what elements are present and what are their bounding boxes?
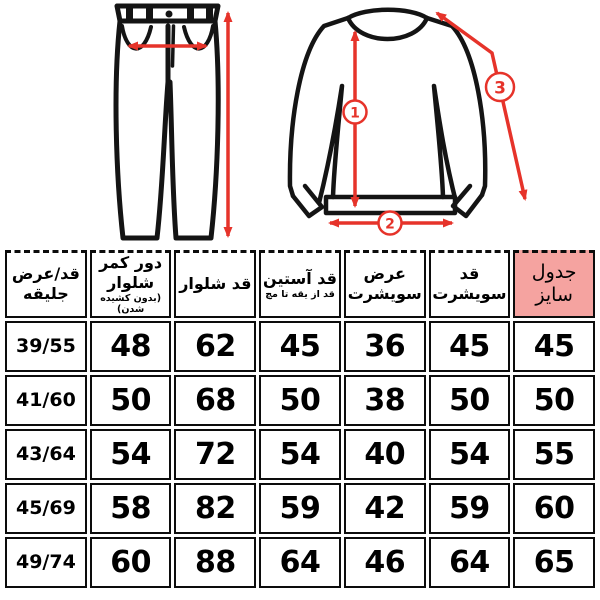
value-cell: 45 bbox=[429, 321, 511, 372]
column-header-size-label: جدول سایز bbox=[531, 260, 577, 307]
column-header-size bbox=[513, 250, 595, 318]
column-header-pants-waist bbox=[90, 250, 172, 318]
value-cell: 82 bbox=[174, 483, 256, 534]
marker-2-label: 2 bbox=[385, 216, 395, 233]
value-cell: 40 bbox=[344, 429, 426, 480]
size-cell: 55 bbox=[513, 429, 595, 480]
value-cell: 54 bbox=[259, 429, 341, 480]
value-cell: 38 bbox=[344, 375, 426, 426]
value-cell: 64 bbox=[429, 537, 511, 588]
column-header-subtext: قد از یقه تا مچ bbox=[265, 288, 335, 300]
column-header-vest bbox=[5, 250, 87, 318]
value-cell: 62 bbox=[174, 321, 256, 372]
column-header-label: قد سویشرت bbox=[432, 264, 507, 304]
value-cell: 50 bbox=[90, 375, 172, 426]
column-header-label: دور کمر شلوار bbox=[99, 253, 163, 292]
vest-cell: 41/60 bbox=[5, 375, 87, 426]
vest-cell: 45/69 bbox=[5, 483, 87, 534]
size-cell: 65 bbox=[513, 537, 595, 588]
size-cell: 60 bbox=[513, 483, 595, 534]
value-cell: 45 bbox=[259, 321, 341, 372]
table-row bbox=[5, 321, 595, 372]
measure-markers bbox=[344, 73, 515, 235]
table-row bbox=[5, 537, 595, 588]
column-header-label: عرض سویشرت bbox=[347, 264, 422, 304]
table-row bbox=[5, 375, 595, 426]
vest-cell: 43/64 bbox=[5, 429, 87, 480]
value-cell: 88 bbox=[174, 537, 256, 588]
value-cell: 42 bbox=[344, 483, 426, 534]
value-cell: 59 bbox=[429, 483, 511, 534]
value-cell: 54 bbox=[90, 429, 172, 480]
vest-cell: 49/74 bbox=[5, 537, 87, 588]
garment-diagram-svg bbox=[0, 0, 600, 247]
marker-1-label: 1 bbox=[350, 105, 360, 122]
value-cell: 64 bbox=[259, 537, 341, 588]
size-cell: 45 bbox=[513, 321, 595, 372]
value-cell: 59 bbox=[259, 483, 341, 534]
value-cell: 46 bbox=[344, 537, 426, 588]
column-header-sleeve-length bbox=[259, 250, 341, 318]
value-cell: 58 bbox=[90, 483, 172, 534]
value-cell: 48 bbox=[90, 321, 172, 372]
column-header-label: قد/عرض جلیقه bbox=[11, 264, 80, 304]
table-row bbox=[5, 483, 595, 534]
value-cell: 72 bbox=[174, 429, 256, 480]
size-guide-diagram bbox=[0, 0, 600, 247]
sweatshirt-outline-icon bbox=[290, 10, 485, 216]
pants-outline-icon bbox=[116, 6, 218, 238]
value-cell: 36 bbox=[344, 321, 426, 372]
value-cell: 68 bbox=[174, 375, 256, 426]
value-cell: 50 bbox=[259, 375, 341, 426]
column-header-sweatshirt-width bbox=[344, 250, 426, 318]
column-header-label: قد آستین bbox=[263, 268, 338, 288]
value-cell: 54 bbox=[429, 429, 511, 480]
size-cell: 50 bbox=[513, 375, 595, 426]
vest-cell: 39/55 bbox=[5, 321, 87, 372]
marker-3-label: 3 bbox=[494, 78, 506, 99]
value-cell: 60 bbox=[90, 537, 172, 588]
column-header-subtext: (بدون کشیده شدن) bbox=[100, 293, 162, 316]
column-header-sweatshirt-length bbox=[429, 250, 511, 318]
header-row bbox=[5, 250, 595, 318]
size-table bbox=[2, 247, 598, 591]
column-header-pants-length bbox=[174, 250, 256, 318]
table-row bbox=[5, 429, 595, 480]
value-cell: 50 bbox=[429, 375, 511, 426]
column-header-label: قد شلوار bbox=[179, 274, 252, 294]
